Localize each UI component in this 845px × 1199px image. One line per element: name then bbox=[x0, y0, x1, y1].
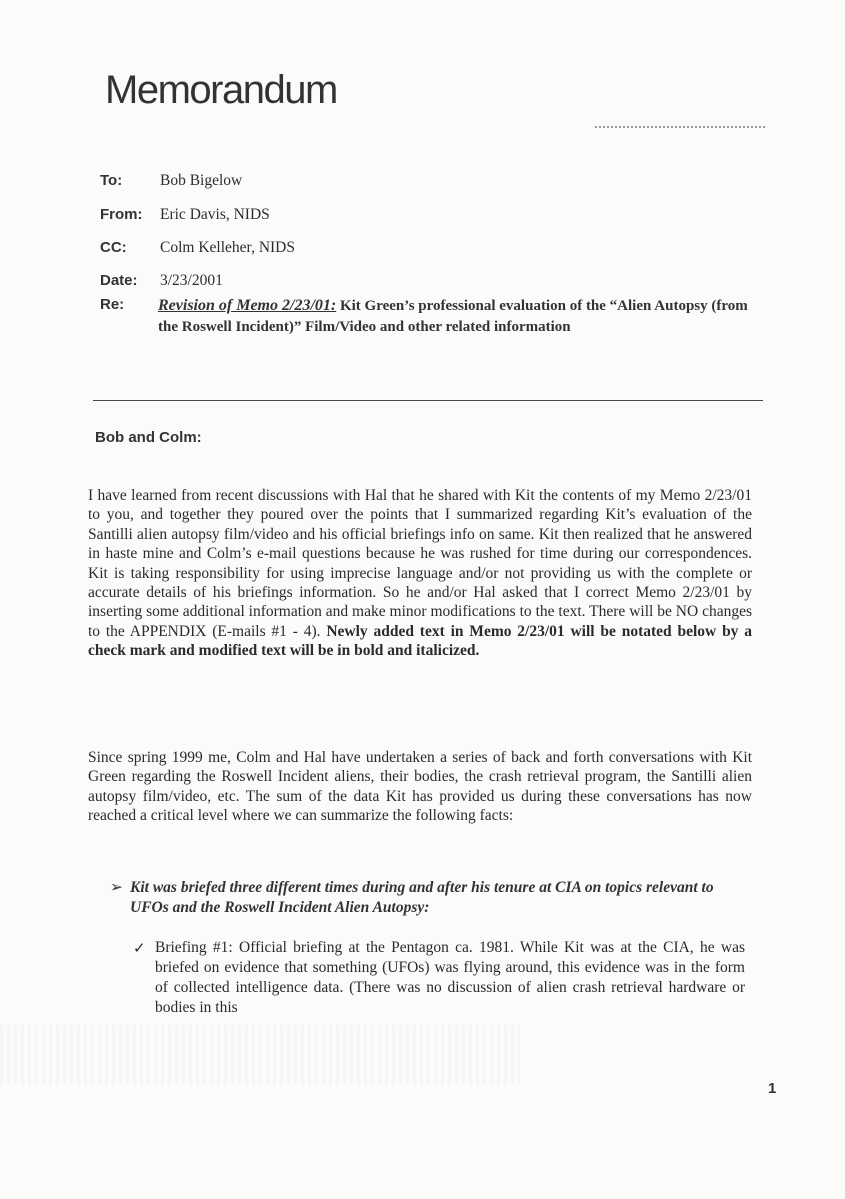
check-item-text: Briefing #1: Official briefing at the Pentagon ca. 1981. While Kit was at the CIA, he was briefed on evidence that something (UFOs) was flying around, this evidence was in the form of collected intelligence data. (There was no discussion of alien crash retrieval hardware or bodies in this bbox=[155, 939, 745, 1016]
page-number: 1 bbox=[768, 1080, 777, 1097]
arrow-bullet-icon: ➢ bbox=[110, 879, 123, 896]
paragraph-1-text: I have learned from recent discussions with Hal that he shared with Kit the contents of my Memo 2/23/01 to you, and together they poured over the points that I summarized regarding Kit’s evaluation of the Santilli alien autopsy film/video and his official briefings info on same. Kit then realized that he answered in haste mine and Colm’s e-mail questions because he was rushed for time during our correspondences. Kit is taking responsibility for using imprecise language and/or not providing us with the complete or accurate details of his briefings information. So he and/or Hal asked that I correct Memo 2/23/01 by inserting some additional information and make minor modifications to the text. There will be NO changes to the APPENDIX (E-mails #1 - 4). bbox=[88, 487, 752, 640]
to-label: To: bbox=[100, 172, 123, 189]
scan-smudge bbox=[0, 1025, 520, 1085]
cc-value: Colm Kelleher, NIDS bbox=[160, 239, 295, 256]
re-subject-emphasis: Revision of Memo 2/23/01: bbox=[158, 297, 337, 314]
check-item bbox=[133, 938, 745, 1018]
date-value: 3/23/2001 bbox=[160, 272, 223, 289]
bullet-item bbox=[110, 878, 750, 917]
from-label: From: bbox=[100, 206, 143, 223]
header-divider bbox=[93, 400, 763, 401]
title-rule bbox=[595, 126, 765, 128]
memo-title: Memorandum bbox=[105, 68, 337, 112]
salutation: Bob and Colm: bbox=[95, 429, 202, 446]
paragraph-1 bbox=[88, 486, 752, 661]
re-subject-text: Kit Green’s professional evaluation of the “Alien Autopsy (from the Roswell Incident)” Film/Video and other related information bbox=[158, 298, 748, 335]
re-label: Re: bbox=[100, 296, 125, 313]
from-value: Eric Davis, NIDS bbox=[160, 206, 270, 223]
cc-label: CC: bbox=[100, 239, 127, 256]
re-subject bbox=[158, 295, 758, 338]
to-value: Bob Bigelow bbox=[160, 172, 243, 189]
paragraph-2: Since spring 1999 me, Colm and Hal have undertaken a series of back and forth conversations with Kit Green regarding the Roswell Incident aliens, their bodies, the crash retrieval program, the Santilli alien autopsy film/video, etc. The sum of the data Kit has provided us during these conversations has now reached a critical level where we can summarize the following facts: bbox=[88, 749, 752, 825]
paragraph-1-bold-text: Newly added text in Memo 2/23/01 will be notated below by a check mark and modified text will be in bold and italicized. bbox=[88, 622, 753, 660]
date-label: Date: bbox=[100, 272, 138, 289]
bullet-text: Kit was briefed three different times during and after his tenure at CIA on topics relevant to UFOs and the Roswell Incident Alien Autopsy: bbox=[130, 879, 714, 916]
checkmark-icon: ✓ bbox=[133, 939, 146, 957]
